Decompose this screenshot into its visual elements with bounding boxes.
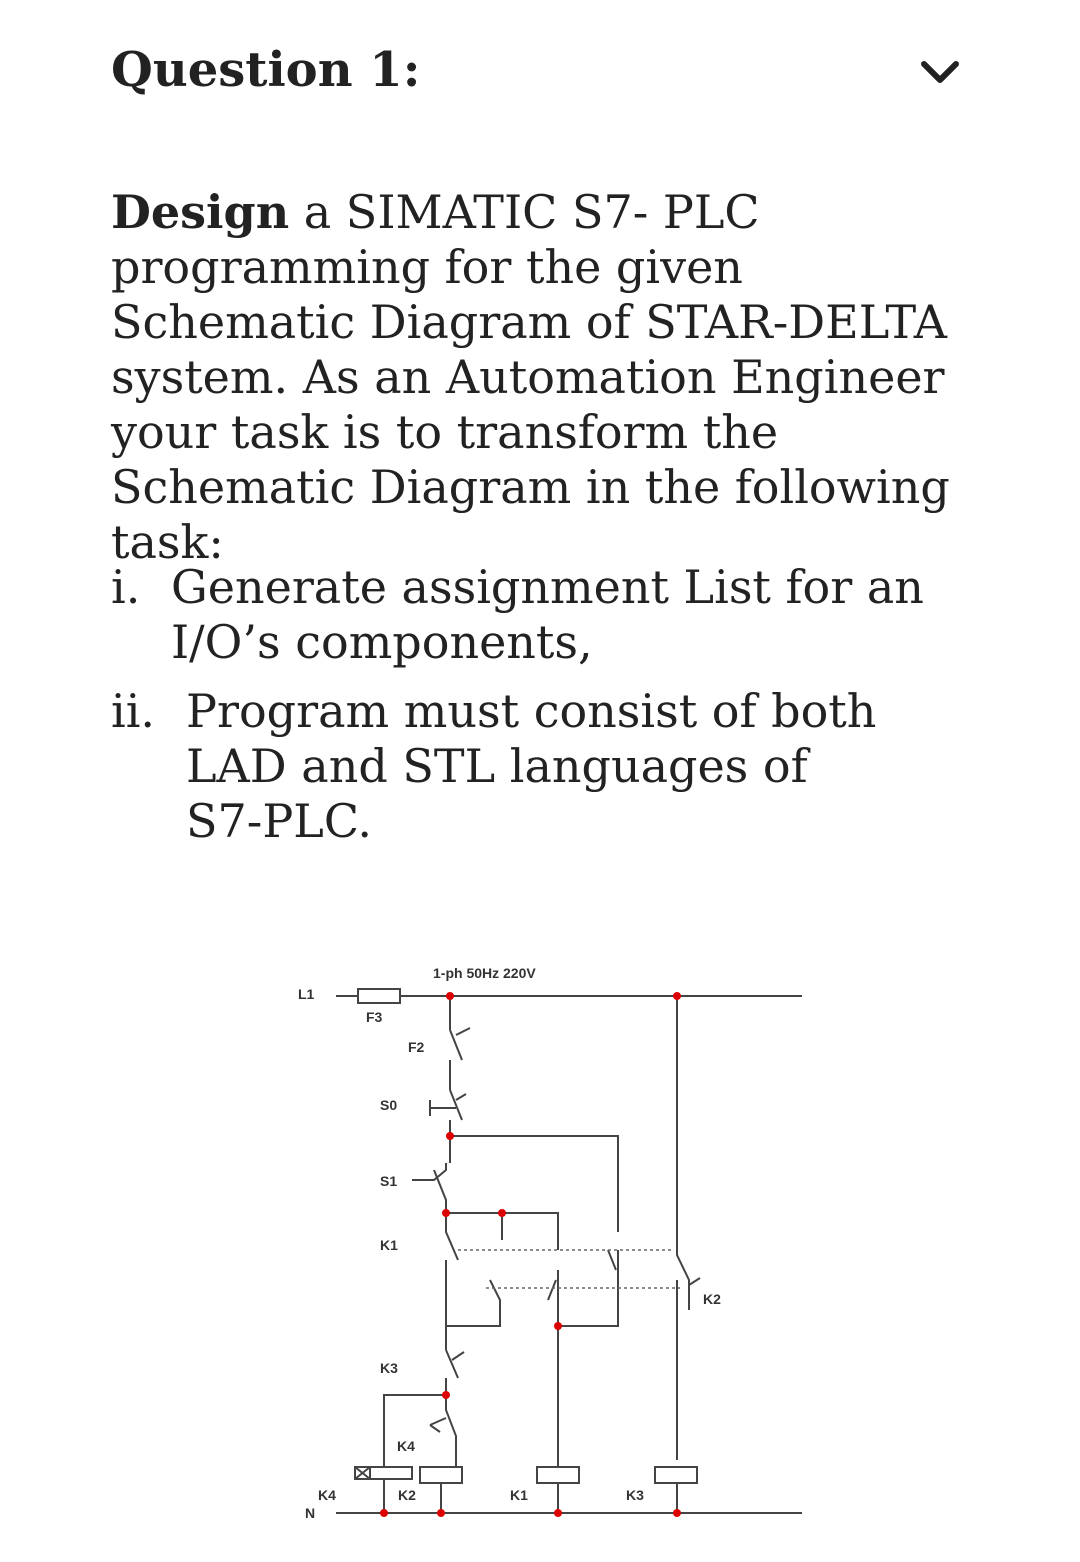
chevron-down-icon[interactable] bbox=[918, 56, 962, 86]
coil-k2 bbox=[420, 1467, 462, 1483]
label-k1-coil: K1 bbox=[510, 1487, 528, 1503]
contact-f2 bbox=[450, 1028, 470, 1060]
contact-k3 bbox=[446, 1350, 464, 1395]
coil-k4 bbox=[370, 1467, 412, 1479]
node bbox=[498, 1209, 506, 1217]
node bbox=[673, 1509, 681, 1517]
node bbox=[446, 1132, 454, 1140]
contact-middle bbox=[548, 1270, 558, 1326]
wire bbox=[450, 1136, 618, 1232]
fuse-f3 bbox=[358, 989, 400, 1003]
label-k4: K4 bbox=[397, 1438, 415, 1454]
contact-k1-hold bbox=[446, 1213, 458, 1350]
task-item-text: Generate assignment List for an I/O’s components, bbox=[171, 560, 924, 669]
contact-k4-timer bbox=[384, 1395, 456, 1466]
node bbox=[437, 1509, 445, 1517]
label-k3-coil: K3 bbox=[626, 1487, 644, 1503]
node bbox=[442, 1391, 450, 1399]
star-delta-schematic bbox=[0, 940, 1080, 1562]
task-item-number: i. bbox=[111, 560, 141, 614]
node bbox=[380, 1509, 388, 1517]
task-item-number: ii. bbox=[111, 684, 156, 738]
label-k1: K1 bbox=[380, 1237, 398, 1253]
label-n: N bbox=[305, 1505, 316, 1521]
task-item-text: Program must consist of both LAD and STL languages of S7-PLC. bbox=[186, 684, 877, 848]
pushbutton-s1 bbox=[412, 1163, 446, 1213]
label-k2-contact: K2 bbox=[703, 1291, 721, 1307]
coil-k3 bbox=[655, 1467, 697, 1483]
label-s0: S0 bbox=[380, 1097, 398, 1113]
coil-k1 bbox=[537, 1467, 579, 1483]
label-k3: K3 bbox=[380, 1360, 398, 1376]
pushbutton-s0 bbox=[430, 1090, 466, 1120]
node bbox=[554, 1322, 562, 1330]
lead-bold: Design bbox=[111, 185, 290, 239]
contact-k1-parallel bbox=[446, 1280, 500, 1326]
node bbox=[442, 1209, 450, 1217]
node bbox=[446, 992, 454, 1000]
question-title: Question 1: bbox=[111, 42, 421, 98]
label-f2: F2 bbox=[408, 1039, 425, 1055]
label-f3: F3 bbox=[366, 1009, 383, 1025]
lead-text: a SIMATIC S7- PLC programming for the given Schematic Diagram of STAR-DELTA system. As an Automation Engineer your task is to transform the Schematic Diagram in the following task: bbox=[111, 185, 950, 569]
label-k4-coil: K4 bbox=[318, 1487, 336, 1503]
node bbox=[554, 1509, 562, 1517]
node bbox=[673, 992, 681, 1000]
label-l1: L1 bbox=[298, 986, 315, 1002]
wire bbox=[355, 1467, 370, 1479]
label-k2-coil: K2 bbox=[398, 1487, 416, 1503]
question-body bbox=[111, 185, 981, 570]
label-s1: S1 bbox=[380, 1173, 398, 1189]
supply-label: 1-ph 50Hz 220V bbox=[433, 965, 536, 981]
contact-k2 bbox=[677, 996, 700, 1310]
